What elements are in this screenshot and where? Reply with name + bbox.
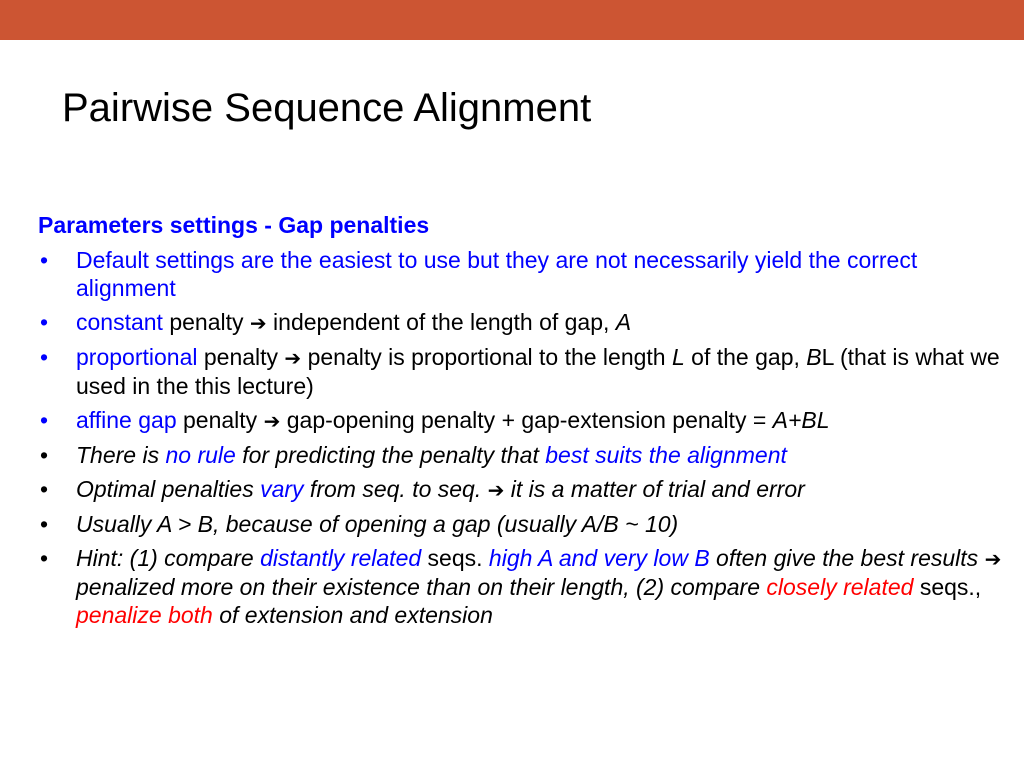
bullet-marker: • — [40, 476, 49, 502]
list-item — [38, 308, 1008, 337]
arrow-right-icon: ➔ — [487, 478, 505, 502]
arrow-right-icon: ➔ — [984, 547, 1002, 571]
bullet-marker: • — [40, 309, 49, 335]
list-item — [38, 510, 1008, 538]
list-item — [38, 406, 1008, 435]
variable-l: L — [671, 344, 685, 370]
bullet-text: penalty — [197, 344, 285, 370]
highlight-penalize-both: penalize both — [76, 602, 213, 628]
section-heading: Parameters settings - Gap penalties — [38, 212, 430, 238]
term-constant: constant — [76, 309, 163, 335]
bullet-text: seqs., — [913, 574, 982, 600]
highlight-closely-related: closely related — [766, 574, 914, 600]
slide-title: Pairwise Sequence Alignment — [62, 86, 592, 130]
bullet-text: it is a matter of trial and error — [504, 476, 805, 502]
highlight-high-a-low-b: high A and very low B — [488, 545, 710, 571]
list-item — [38, 441, 1008, 469]
bullet-text: of extension and extension — [212, 602, 493, 628]
bullet-marker: • — [40, 442, 49, 468]
list-item — [38, 343, 1008, 400]
term-affine-gap: affine gap — [76, 407, 177, 433]
bullet-list — [38, 246, 1008, 629]
formula-a-plus-bl: A+BL — [772, 407, 830, 433]
bullet-text: penalized more on their existence than on their length, (2) compare — [76, 574, 767, 600]
bullet-text: Hint: (1) compare — [76, 545, 261, 571]
bullet-text: L (that is what we used in the this lecture) — [76, 344, 1000, 399]
list-item — [38, 475, 1008, 504]
bullet-text: independent of the length of gap, — [266, 309, 616, 335]
bullet-text: gap-opening penalty + gap-extension penalty = — [280, 407, 773, 433]
bullet-marker: • — [40, 247, 49, 273]
bullet-text: There is — [76, 442, 166, 468]
bullet-text: of the gap, — [684, 344, 807, 370]
bullet-text: for predicting the penalty that — [235, 442, 546, 468]
variable-a: A — [615, 309, 632, 335]
arrow-right-icon: ➔ — [284, 346, 302, 370]
bullet-text: penalty — [162, 309, 250, 335]
bullet-text: penalty — [176, 407, 264, 433]
bullet-text: Usually A > B, because of opening a gap (usually A/B ~ 10) — [76, 511, 679, 537]
bullet-text: Optimal penalties — [76, 476, 261, 502]
top-accent-bar — [0, 0, 1024, 40]
arrow-right-icon: ➔ — [263, 409, 281, 433]
slide-content — [38, 210, 1008, 635]
highlight-distantly-related: distantly related — [260, 545, 422, 571]
variable-b: B — [806, 344, 822, 370]
list-item — [38, 544, 1008, 629]
bullet-text: often give the best results — [709, 545, 985, 571]
term-proportional: proportional — [76, 344, 198, 370]
bullet-text: Default settings are the easiest to use but they are not necessarily yield the correct alignment — [76, 247, 918, 301]
bullet-text: from seq. to seq. — [303, 476, 488, 502]
list-item — [38, 246, 1008, 302]
bullet-text: seqs. — [421, 545, 489, 571]
bullet-marker: • — [40, 344, 49, 370]
bullet-marker: • — [40, 545, 49, 571]
bullet-marker: • — [40, 407, 49, 433]
bullet-text: penalty is proportional to the length — [301, 344, 672, 370]
highlight-no-rule: no rule — [165, 442, 236, 468]
highlight-vary: vary — [260, 476, 304, 502]
highlight-best-suits: best suits the alignment — [545, 442, 787, 468]
arrow-right-icon: ➔ — [249, 311, 267, 335]
bullet-marker: • — [40, 511, 49, 537]
